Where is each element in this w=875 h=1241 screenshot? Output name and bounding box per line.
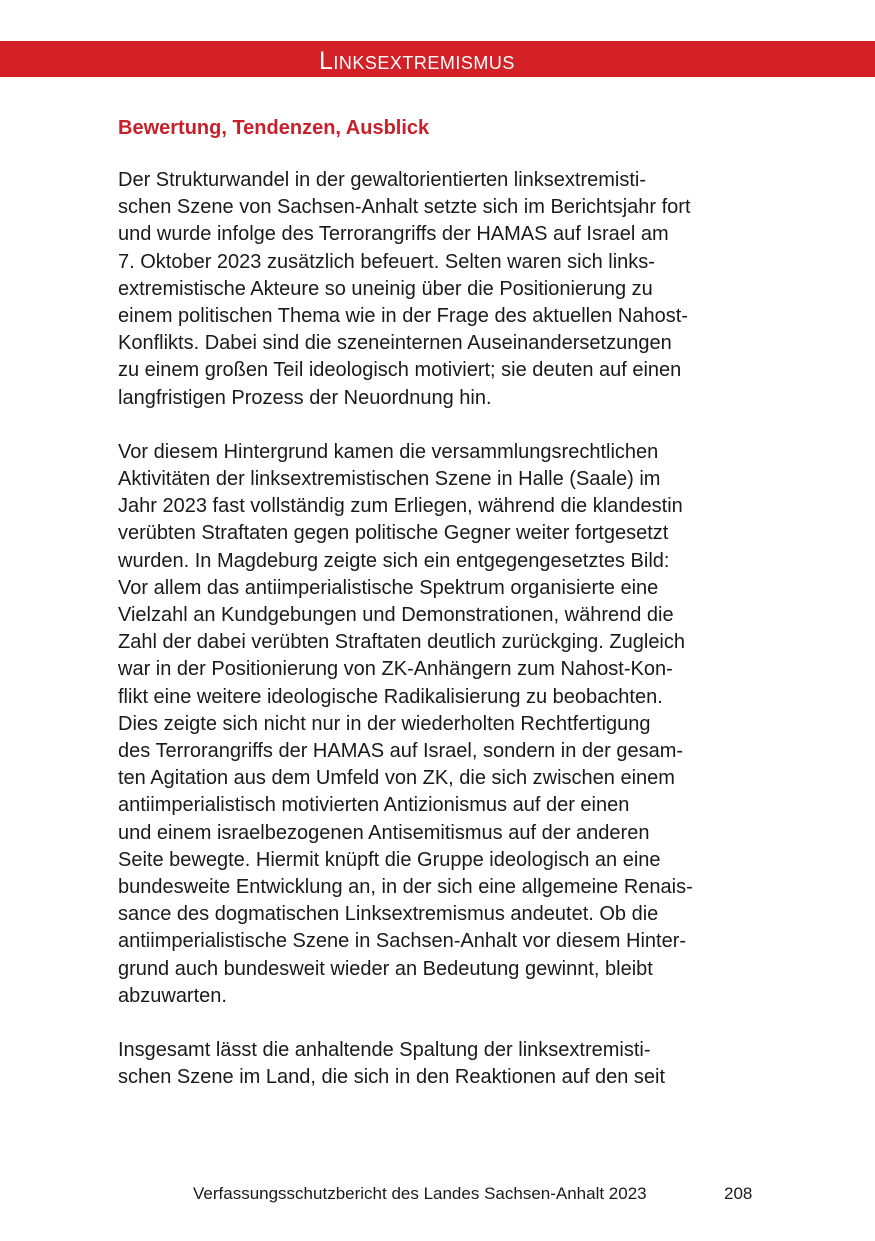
text-line: wurden. In Magdeburg zeigte sich ein entgegengesetztes Bild: [118, 549, 670, 572]
text-line: Der Strukturwandel in der gewaltorientierten linksextremisti- [118, 169, 646, 191]
text-line: extremistische Akteure so uneinig über die Positionierung zu [118, 277, 653, 300]
text-line: des Terrorangriffs der HAMAS auf Israel, sondern in der gesam- [118, 740, 684, 763]
text-line: Vor allem das antiimperialistische Spektrum organisierte eine [118, 576, 659, 599]
text-line: Zahl der dabei verübten Straftaten deutlich zurückging. Zugleich [118, 631, 686, 654]
paragraph-2 [118, 439, 768, 1010]
text-line: Vielzahl an Kundgebungen und Demonstrationen, während die [118, 604, 674, 627]
text-line: bundesweite Entwicklung an, in der sich eine allgemeine Renais- [118, 876, 693, 899]
text-line: antiimperialistische Szene in Sachsen-Anhalt vor diesem Hinter- [118, 930, 687, 953]
text-line: Dies zeigte sich nicht nur in der wiederholten Rechtfertigung [118, 712, 651, 735]
text-line: Seite bewegte. Hiermit knüpft die Gruppe ideologisch an eine [118, 848, 661, 871]
text-line: flikt eine weitere ideologische Radikalisierung zu beobachten. [118, 685, 663, 708]
text-line: und einem israelbezogenen Antisemitismus auf der anderen [118, 821, 650, 844]
chapter-header-bar [0, 41, 875, 77]
text-line: Vor diesem Hintergrund kamen die versammlungsrechtlichen [118, 440, 659, 463]
body-text [118, 167, 768, 1119]
text-line: abzuwarten. [118, 984, 227, 1007]
text-line: Jahr 2023 fast vollständig zum Erliegen, während die klandestin [118, 495, 683, 518]
page-number: 208 [724, 1184, 753, 1203]
paragraph-3 [118, 1037, 768, 1091]
text-line: Konflikts. Dabei sind die szeneinternen Auseinandersetzungen [118, 332, 672, 355]
text-line: verübten Straftaten gegen politische Gegner weiter fortgesetzt [118, 522, 669, 545]
text-line: ten Agitation aus dem Umfeld von ZK, die sich zwischen einem [118, 767, 675, 790]
text-line: antiimperialistisch motivierten Antizionismus auf der einen [118, 794, 630, 817]
text-line: war in der Positionierung von ZK-Anhängern zum Nahost-Kon- [118, 658, 673, 681]
text-line: Insgesamt lässt die anhaltende Spaltung der linksextremisti- [118, 1039, 651, 1062]
text-line: 7. Oktober 2023 zusätzlich befeuert. Selten waren sich links- [118, 250, 655, 273]
paragraph-1 [118, 167, 768, 412]
text-line: sance des dogmatischen Linksextremismus andeutet. Ob die [118, 903, 659, 926]
text-line: grund auch bundesweit wieder an Bedeutung gewinnt, bleibt [118, 957, 653, 980]
text-line: zu einem großen Teil ideologisch motiviert; sie deuten auf einen [118, 359, 682, 382]
chapter-title: Linksextremismus [319, 47, 515, 75]
text-line: Aktivitäten der linksextremistischen Szene in Halle (Saale) im [118, 468, 661, 491]
text-line: und wurde infolge des Terrorangriffs der HAMAS auf Israel am [118, 223, 669, 246]
text-line: schen Szene von Sachsen-Anhalt setzte sich im Berichtsjahr fort [118, 196, 691, 219]
footer-publication-title: Verfassungsschutzbericht des Landes Sachsen-Anhalt 2023 [193, 1184, 647, 1203]
text-line: einem politischen Thema wie in der Frage des aktuellen Nahost- [118, 305, 688, 328]
section-heading: Bewertung, Tendenzen, Ausblick [118, 117, 430, 139]
text-line: schen Szene im Land, die sich in den Reaktionen auf den seit [118, 1066, 666, 1089]
text-line: langfristigen Prozess der Neuordnung hin. [118, 386, 492, 409]
